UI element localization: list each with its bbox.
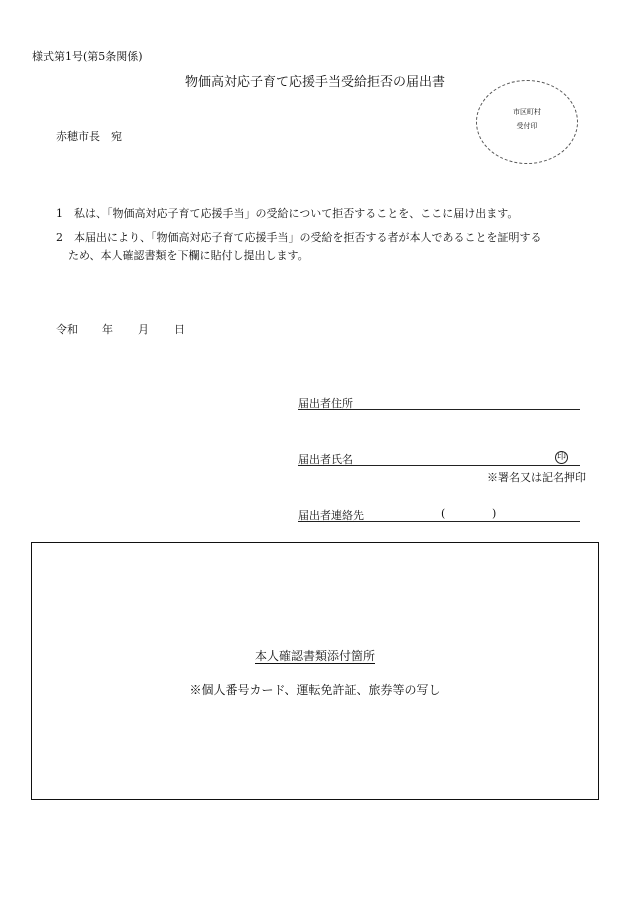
date-year: 年 [102, 323, 113, 336]
item-text: 私は、「物価高対応子育て応援手当」の受給について拒否することを、ここに届け出ます。 [74, 207, 519, 220]
date-day: 日 [174, 323, 185, 336]
date-month: 月 [138, 323, 149, 336]
attach-note: ※個人番号カード、運転免許証、旅券等の写し [189, 683, 441, 697]
date-line [56, 321, 185, 337]
address-label: 届出者住所 [298, 397, 353, 410]
stamp-label-1: 市区町村 [513, 108, 541, 116]
page-title: 物価高対応子育て応援手当受給拒否の届出書 [184, 75, 445, 90]
stamp-label-2: 受付印 [516, 122, 538, 130]
contact-label: 届出者連絡先 [298, 509, 364, 522]
date-era: 令和 [56, 323, 78, 336]
name-label: 届出者氏名 [298, 453, 353, 466]
paren-open: ( [441, 507, 446, 520]
seal-mark: 印 [556, 452, 566, 462]
sign-note: ※署名又は記名押印 [487, 471, 586, 484]
item-1 [56, 205, 518, 221]
item-number: 2 [56, 231, 63, 244]
id-document-attach-area [31, 542, 599, 800]
address-field[interactable] [298, 395, 580, 410]
item-2 [56, 229, 542, 245]
addressee: 赤穂市長 宛 [56, 130, 122, 143]
attach-heading: 本人確認書類添付箇所 [254, 649, 375, 663]
item-2-continued: ため、本人確認書類を下欄に貼付し提出します。 [68, 249, 309, 262]
contact-field[interactable] [298, 507, 580, 522]
item-number: 1 [56, 207, 63, 220]
paren-close: ) [492, 507, 497, 520]
form-number: 様式第1号(第5条関係) [32, 50, 143, 63]
item-text: 本届出により、「物価高対応子育て応援手当」の受給を拒否する者が本人であることを証明する [74, 231, 542, 244]
name-field[interactable] [298, 451, 580, 466]
reception-stamp-area [476, 80, 578, 164]
